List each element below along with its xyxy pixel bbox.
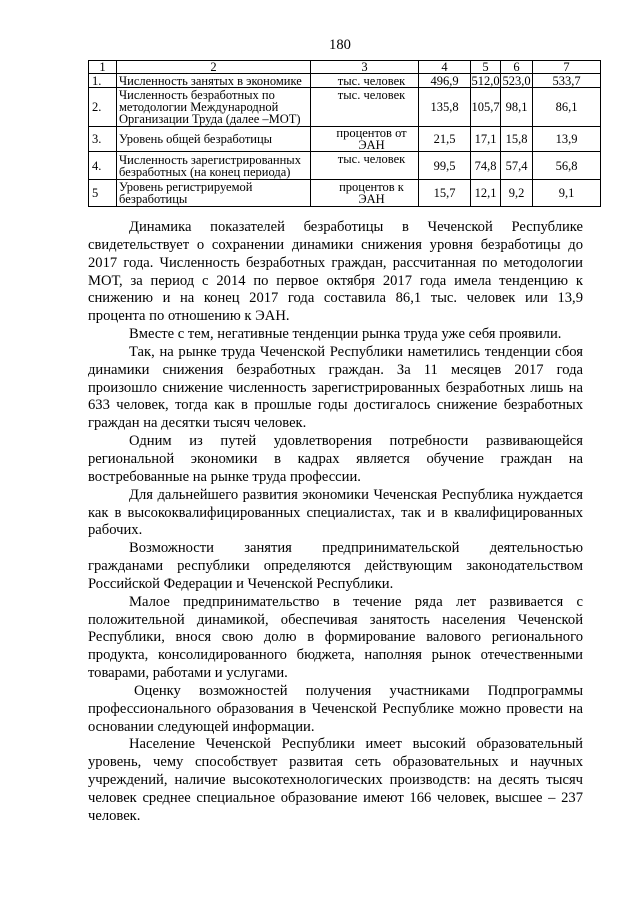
value-cell: 21,5 <box>419 127 471 152</box>
indicator-cell <box>117 74 311 88</box>
paragraph <box>88 487 583 541</box>
paragraph-line: продукта, консолидированного бюджета, наполняя рынок отечественными <box>88 647 583 664</box>
paragraph-line: Для дальнейшего развития экономики Чеченская Республика нуждается <box>129 486 583 503</box>
indicator-cell <box>117 88 311 127</box>
paragraph-line: Малое предпринимательство в течение ряда лет развивается с <box>129 593 583 610</box>
paragraph <box>88 683 583 737</box>
value-cell: 12,1 <box>471 180 501 207</box>
unit-text: ЭАН <box>358 138 385 152</box>
paragraph-line: Оценку возможностей получения участниками Подпрограммы <box>134 682 583 699</box>
paragraph-line: Динамика показателей безработицы в Чеченской Республике <box>129 219 583 235</box>
paragraph <box>88 736 583 825</box>
indicator-text: безработицы <box>119 192 188 206</box>
unit-text: тыс. человек <box>337 152 406 166</box>
indicator-text: Уровень общей безработицы <box>119 132 273 146</box>
paragraph-line: Вместе с тем, негативные тенденции рынка труда уже себя проявили. <box>129 326 562 343</box>
paragraph-line: уровень, чему способствует развитая сеть образовательных и научных <box>88 754 583 771</box>
paragraph-line: граждан на десятки тысяч человек. <box>88 415 307 432</box>
value-cell: 9,1 <box>533 180 601 207</box>
column-number: 7 <box>533 61 601 74</box>
paragraph-line: Республики, внося свою долю в формирование валового регионального <box>88 629 583 646</box>
paragraph-line: как в высококвалифицированных специалистах, так и в квалифицированных <box>88 504 583 521</box>
column-number: 2 <box>117 61 311 74</box>
table-row <box>89 180 601 207</box>
paragraph-line: свидетельствует о сохранении динамики снижения уровня безработицы до <box>88 236 583 253</box>
unit-cell <box>311 180 419 207</box>
value-cell: 13,9 <box>533 127 601 152</box>
value-cell: 56,8 <box>533 152 601 180</box>
indicator-text: Численность безработных по <box>119 88 275 102</box>
indicator-cell <box>117 127 311 152</box>
body-text <box>88 219 583 826</box>
paragraph <box>88 433 583 487</box>
paragraph-line: востребованные на рынке труда профессии. <box>88 468 361 485</box>
paragraph-line: Одним из путей удовлетворения потребности развивающейся <box>129 433 583 450</box>
paragraph-line: гражданами республики определяются действующим законодательством <box>88 558 583 575</box>
indicator-text: Организации Труда (далее –МОТ) <box>119 112 301 126</box>
indicator-cell <box>117 180 311 207</box>
indicator-text: Численность зарегистрированных <box>119 152 301 167</box>
paragraph-line: рабочих. <box>88 522 143 539</box>
paragraph-line: произошло снижение численность зарегистрированных безработных лишь на <box>88 379 583 396</box>
row-number: 1. <box>89 74 117 88</box>
paragraph-line: динамики снижения безработных граждан. За 11 месяцев 2017 года <box>88 361 583 378</box>
column-number: 5 <box>471 61 501 74</box>
paragraph <box>88 219 583 326</box>
unit-cell <box>311 127 419 152</box>
paragraph-line: положительной динамикой, обеспечивая занятость населения Чеченской <box>88 611 583 628</box>
page-number: 180 <box>329 37 351 53</box>
indicator-text: Численность занятых в экономике <box>119 73 302 88</box>
value-cell: 98,1 <box>501 88 533 127</box>
value-cell: 496,9 <box>419 74 471 88</box>
column-number: 4 <box>419 61 471 74</box>
paragraph-line: 2017 года. Численность безработных граждан, рассчитанная по методологии <box>88 254 583 271</box>
indicator-cell <box>117 152 311 180</box>
paragraph-line: Возможности занятия предпринимательской деятельностью <box>129 540 583 557</box>
value-cell: 9,2 <box>501 180 533 207</box>
indicator-text: методологии Международной <box>119 100 279 114</box>
value-cell: 86,1 <box>533 88 601 127</box>
paragraph <box>88 344 583 433</box>
value-cell: 74,8 <box>471 152 501 180</box>
paragraph-line: процента по отношению к ЭАН. <box>88 308 290 325</box>
paragraph-line: человек. <box>88 807 141 824</box>
unit-text: процентов от <box>336 126 407 140</box>
unit-cell <box>311 88 419 127</box>
paragraph-line: человек среднее специальное образование имеют 166 человек, высшее – 237 <box>88 790 583 806</box>
table-row <box>89 88 601 127</box>
value-cell: 523,0 <box>502 73 531 88</box>
paragraph <box>88 540 583 594</box>
table-row <box>89 127 601 152</box>
unit-text: тыс. человек <box>337 88 406 102</box>
value-cell: 15,7 <box>419 180 471 207</box>
unit-text: тыс. человек <box>337 73 406 88</box>
paragraph-line: основании следующей информации. <box>88 718 315 735</box>
row-number: 3. <box>89 127 117 152</box>
paragraph-line: Так, на рынке труда Чеченской Республики наметились тенденции сбоя <box>129 343 583 360</box>
unit-text: процентов к <box>339 180 404 194</box>
indicator-text: безработных (на конец периода) <box>119 164 291 179</box>
value-cell: 105,7 <box>471 88 501 127</box>
table-row <box>89 74 601 88</box>
paragraph-line: снижению и на конец 2017 года составила 86,1 тыс. человек или 13,9 <box>88 290 583 307</box>
paragraph-line: региональной экономики в кадрах является обучение граждан на <box>88 450 583 467</box>
row-number: 4. <box>89 152 117 180</box>
paragraph-line: Российской Федерации и Чеченской Республики. <box>88 575 394 592</box>
paragraph-line: профессионального образования в Чеченской Республике можно провести на <box>88 700 583 717</box>
value-cell: 135,8 <box>419 88 471 127</box>
table-header-row <box>89 61 601 74</box>
value-cell: 533,7 <box>533 74 601 88</box>
table-row <box>89 152 601 180</box>
paragraph-line: Население Чеченской Республики имеет высокий образовательный <box>129 736 583 753</box>
value-cell: 99,5 <box>419 152 471 180</box>
row-number: 2. <box>89 88 117 127</box>
row-number: 5 <box>89 180 117 207</box>
paragraph <box>88 594 583 683</box>
unit-text: ЭАН <box>358 192 385 206</box>
column-number: 6 <box>501 61 533 74</box>
column-number: 1 <box>89 61 117 74</box>
column-number: 3 <box>311 61 419 74</box>
paragraph-line: 633 человек, тогда как в прошлые годы достигалось снижение безработных <box>88 397 583 414</box>
unit-cell <box>311 74 419 88</box>
paragraph-line: учреждений, наличие высокотехнологических производств: на десять тысяч <box>88 772 583 789</box>
unit-cell <box>311 152 419 180</box>
paragraph <box>88 326 583 344</box>
paragraph-line: МОТ, за период с 2014 по первое октября 2017 года имела тенденцию к <box>88 272 583 289</box>
value-cell: 57,4 <box>501 152 533 180</box>
paragraph-line: товарами, работами и услугами. <box>88 665 288 682</box>
value-cell: 15,8 <box>501 127 533 152</box>
indicator-text: Уровень регистрируемой <box>119 180 253 194</box>
indicators-table <box>88 60 601 207</box>
value-cell: 17,1 <box>471 127 501 152</box>
value-cell: 512,0 <box>471 73 500 88</box>
